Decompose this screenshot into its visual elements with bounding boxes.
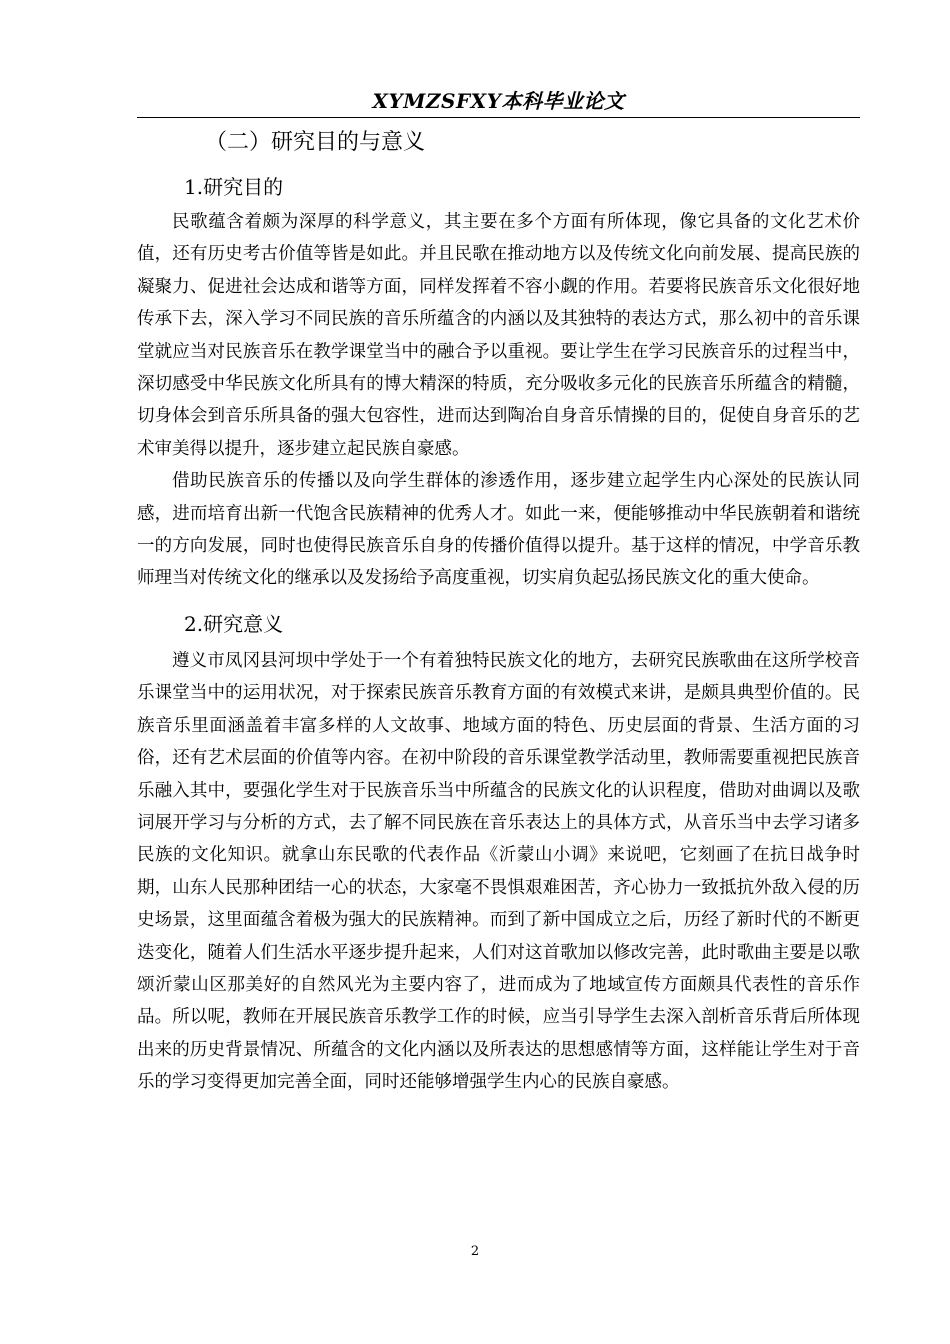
paragraph: 借助民族音乐的传播以及向学生群体的渗透作用，逐步建立起学生内心深处的民族认同感，进而培育出新一代饱含民族精神的优秀人才。如此一来，便能够推动中华民族朝着和谐统一的方向发展，同时也使得民族音乐自身的传播价值得以提升。基于这样的情况，中学音乐教师理当对传统文化的继承以及发扬给予高度重视，切实肩负起弘扬民族文化的重大使命。 (137, 471, 860, 589)
header-rule (137, 117, 860, 118)
running-header: XYMZSFXY本科毕业论文 (372, 89, 625, 113)
page-number: 2 (470, 1244, 480, 1259)
paragraph: 遵义市凤冈县河坝中学处于一个有着独特民族文化的地方，去研究民族歌曲在这所学校音乐课堂当中的运用状况，对于探索民族音乐教育方面的有效模式来讲，是颇具典型价值的。民族音乐里面涵盖着丰富多样的人文故事、地域方面的特色、历史层面的背景、生活方面的习俗，还有艺术层面的价值等内容。在初中阶段的音乐课堂教学活动里，教师需要重视把民族音乐融入其中，要强化学生对于民族音乐当中所蕴含的民族文化的认识程度，借助对曲调以及歌词展开学习与分析的方式，去了解不同民族在音乐表达上的具体方式，从音乐当中去学习诸多民族的文化知识。就拿山东民歌的代表作品《沂蒙山小调》来说吧，它刻画了在抗日战争时期，山东人民那种团结一心的状态，大家毫不畏惧艰难困苦，齐心协力一致抵抗外敌入侵的历史场景，这里面蕴含着极为强大的民族精神。而到了新中国成立之后，历经了新时代的不断更迭变化，随着人们生活水平逐步提升起来，人们对这首歌加以修改完善，此时歌曲主要是以歌颂沂蒙山区那美好的自然风光为主要内容了，进而成为了地域宣传方面颇具代表性的音乐作品。所以呢，教师在开展民族音乐教学工作的时候，应当引导学生去深入剖析音乐背后所体现出来的历史背景情况、所蕴含的文化内涵以及所表达的思想感情等方面，这样能让学生对于音乐的学习变得更加完善全面，同时还能够增强学生内心的民族自豪感。 (137, 650, 860, 1093)
paragraph: 民歌蕴含着颇为深厚的科学意义，其主要在多个方面有所体现，像它具备的文化艺术价值，还有历史考古价值等皆是如此。并且民歌在推动地方以及传统文化向前发展、提高民族的凝聚力、促进社会达成和谐等方面，同样发挥着不容小觑的作用。若要将民族音乐文化很好地传承下去，深入学习不同民族的音乐所蕴含的内涵以及其独特的表达方式，那么初中的音乐课堂就应当对民族音乐在教学课堂当中的融合予以重视。要让学生在学习民族音乐的过程当中，深切感受中华民族文化所具有的博大精深的特质，充分吸收多元化的民族音乐所蕴含的精髓，切身体会到音乐所具备的强大包容性，进而达到陶冶自身音乐情操的目的，促使自身音乐的艺术审美得以提升，逐步建立起民族自豪感。 (137, 212, 860, 459)
section-heading: （二）研究目的与意义 (205, 130, 426, 155)
subsection-heading-significance: 2.研究意义 (184, 611, 284, 636)
page-body (137, 128, 860, 1099)
subsection-heading-purpose: 1.研究目的 (184, 175, 284, 199)
